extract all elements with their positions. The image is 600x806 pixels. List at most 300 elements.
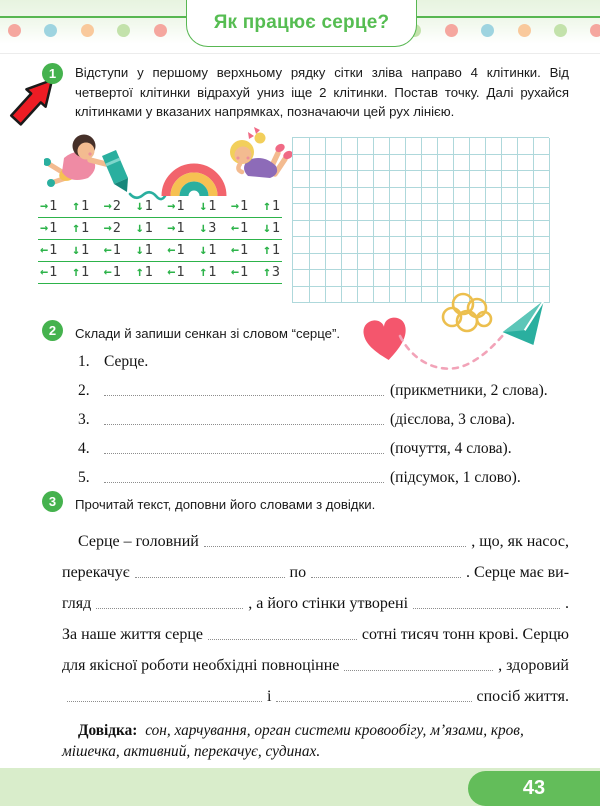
grid-cell [341,221,358,238]
grid-cell [533,171,550,188]
direction-arrow-icon: ← [103,242,112,258]
direction-arrow-icon: ↓ [199,220,208,236]
move-count: 1 [80,198,90,214]
move-count: 1 [112,264,121,280]
direction-arrow-icon: ↑ [71,198,80,214]
move-count: 3 [271,264,280,280]
grid-cell [309,204,326,221]
grid-cell [437,270,454,287]
move-count: 1 [208,264,217,280]
direction-arrow-icon: → [103,220,112,236]
direction-arrow-icon: ↑ [71,264,80,280]
move-token [231,265,248,280]
grid-cell [533,237,550,254]
write-in-blank [67,701,262,702]
move-count: 1 [144,242,153,258]
grid-cell [533,204,550,221]
grid-cell [325,270,342,287]
direction-arrow-icon: ↓ [135,220,144,236]
paragraph-line [62,647,569,678]
grid-cell [501,270,518,287]
grid-cell [341,188,358,205]
grid-cell [309,287,326,304]
direction-arrow-icon: ↓ [199,198,208,214]
task2-instruction: Склади й запиши сенкан зі словом “серце”. [75,326,341,341]
grid-cell [485,138,502,155]
move-rows [38,199,282,287]
move-token [167,221,184,236]
move-token [199,199,216,214]
grid-cell [357,171,374,188]
grid-cell [341,270,358,287]
grid-cell [533,254,550,271]
write-in-blank [276,701,471,702]
move-token [263,265,280,280]
move-count: 1 [208,242,217,258]
move-count: 1 [176,198,185,214]
grid-cell [293,254,310,271]
grid-cell [325,254,342,271]
senkan-item-number: 3. [78,411,90,428]
grid-cell [293,204,310,221]
decorative-dot [44,24,57,37]
direction-arrow-icon: ↑ [262,242,271,258]
direction-arrow-icon: ← [230,264,240,280]
grid-cell [341,155,358,172]
grid-cell [389,287,406,304]
move-token [167,265,184,280]
grid-cell [485,221,502,238]
decorative-dot [590,24,600,37]
move-row [38,243,282,262]
grid-cell [517,171,534,188]
grid-cell [437,171,454,188]
grid-cell [309,270,326,287]
write-in-blank [204,546,466,547]
grid-cell [325,287,342,304]
grid-cell [373,188,390,205]
grid-cell [325,237,342,254]
grid-cell [469,254,486,271]
grid-cell [533,188,550,205]
grid-cell [325,204,342,221]
move-token [231,243,248,258]
paragraph-text: За наше життя серце [62,626,204,643]
paper-plane-icon [498,300,554,352]
grid-cell [485,270,502,287]
grid-cell [501,221,518,238]
move-token [135,265,152,280]
task3-number-badge: 3 [42,491,63,512]
grid-cell [389,221,406,238]
move-count: 1 [240,264,249,280]
decorative-dot [554,24,567,37]
direction-arrow-icon: ↓ [262,220,271,236]
move-token [40,243,57,258]
grid-cell [389,188,406,205]
paragraph-text: спосіб життя. [476,688,570,705]
grid-cell [373,138,390,155]
grid-cell [421,204,438,221]
move-token [263,199,280,214]
move-token [199,265,216,280]
senkan-item-number: 2. [78,382,90,399]
grid-cell [309,155,326,172]
move-row [38,265,282,284]
grid-cell [485,204,502,221]
illustrations [44,126,292,204]
grid-cell [293,155,310,172]
grid-cell [293,188,310,205]
paragraph-text: сотні тисяч тонн крові. Серцю [361,626,569,643]
grid-cell [357,254,374,271]
move-token [104,199,121,214]
direction-arrow-icon: ← [167,242,176,258]
grid-cell [501,171,518,188]
grid-cell [469,237,486,254]
move-token [104,221,121,236]
grid-cell [485,237,502,254]
senkan-item-hint: (прикметники, 2 слова). [390,382,548,399]
grid-cell [309,254,326,271]
grid-cell [389,138,406,155]
scribble-icon [436,291,498,337]
grid-cell [437,221,454,238]
write-in-line [104,453,384,454]
senkan-item [78,375,568,404]
move-token [199,221,216,236]
grid-cell [453,155,470,172]
move-count: 1 [112,242,121,258]
grid-cell [405,171,422,188]
page-header [0,0,600,44]
move-count: 1 [49,198,58,214]
write-in-line [104,395,384,396]
decorative-dot [518,24,531,37]
senkan-item-hint: (почуття, 4 слова). [390,440,512,457]
grid-cell [421,270,438,287]
paragraph-line [62,523,569,554]
move-count: 2 [112,220,121,236]
paragraph-text: , здоровий [498,657,569,674]
move-count: 1 [240,242,249,258]
paragraph-line [62,585,569,616]
write-in-blank [96,608,243,609]
grid-cell [437,155,454,172]
grid-cell [533,270,550,287]
paragraph-text: гляд [62,595,92,612]
grid-cell [421,138,438,155]
grid-cell [533,155,550,172]
grid-cell [421,155,438,172]
grid-cell [453,138,470,155]
senkan-item-text: Серце. [104,353,149,370]
direction-arrow-icon: ← [103,264,112,280]
grid-cell [453,171,470,188]
page-title: Як працює серце? [213,12,390,33]
grid-cell [501,155,518,172]
write-in-line [104,424,384,425]
paragraph-text: , що, як насос, [471,533,569,550]
move-token [167,199,184,214]
task2-number-badge: 2 [42,320,63,341]
paragraph-text: , а його стінки утворені [248,595,409,612]
grid-cell [357,237,374,254]
grid-cell [517,155,534,172]
direction-arrow-icon: ← [40,264,49,280]
grid-cell [293,171,310,188]
senkan-list [78,346,568,491]
grid-cell [341,254,358,271]
grid-cell [373,155,390,172]
grid-cell [421,188,438,205]
grid-cell [405,221,422,238]
move-count: 1 [80,242,90,258]
write-in-blank [135,577,285,578]
senkan-item-number: 1. [78,353,90,370]
grid-cell [341,138,358,155]
direction-arrow-icon: ← [167,264,176,280]
direction-arrow-icon: ↓ [71,242,80,258]
direction-arrow-icon: ↑ [71,220,80,236]
reference-text: сон, харчування, орган системи кровообігу, м’язами, кров, мішечка, активний, перекачує, судинах. [62,722,524,760]
grid-cell [293,221,310,238]
grid-cell [421,254,438,271]
grid-cell [373,171,390,188]
grid-cell [437,204,454,221]
move-token [231,221,248,236]
grid-cell [405,254,422,271]
paragraph-line [62,678,569,709]
move-token [135,243,152,258]
grid-cell [421,237,438,254]
paragraph-text: . [565,595,570,612]
move-token [199,243,216,258]
decorative-dot [481,24,494,37]
move-token [72,265,89,280]
grid-cell [517,204,534,221]
grid-cell [373,237,390,254]
move-token [104,265,121,280]
grid-cell [517,254,534,271]
grid-cell [357,221,374,238]
move-count: 1 [271,242,280,258]
grid-cell [389,171,406,188]
drawing-grid [292,137,549,303]
move-token [167,243,184,258]
senkan-item-hint: (дієслова, 3 слова). [390,411,516,428]
grid-cell [501,188,518,205]
grid-cell [453,254,470,271]
grid-cell [453,188,470,205]
rainbow-illustration [166,168,222,196]
grid-cell [357,270,374,287]
move-token [72,221,89,236]
grid-cell [437,188,454,205]
direction-arrow-icon: ← [230,220,240,236]
grid-cell [325,155,342,172]
decorative-dot [8,24,21,37]
grid-cell [389,254,406,271]
move-count: 1 [49,220,58,236]
grid-cell [453,237,470,254]
direction-arrow-icon: ↑ [199,264,208,280]
grid-cell [517,237,534,254]
decorative-dot [445,24,458,37]
grid-cell [485,254,502,271]
paragraph-text: і [267,688,272,705]
move-count: 1 [176,242,185,258]
grid-cell [453,270,470,287]
direction-arrow-icon: → [103,198,112,214]
grid-cell [309,221,326,238]
grid-cell [293,138,310,155]
grid-cell [421,171,438,188]
move-count: 1 [80,264,90,280]
reference-note [62,720,570,762]
grid-cell [309,138,326,155]
move-count: 1 [144,220,153,236]
move-token [104,243,121,258]
senkan-item [78,462,568,491]
grid-cell [453,204,470,221]
grid-cell [501,204,518,221]
grid-cell [501,237,518,254]
direction-arrow-icon: ↑ [135,264,144,280]
paragraph-line [62,554,569,585]
direction-arrow-icon: → [230,198,240,214]
direction-arrow-icon: ← [230,242,240,258]
grid-cell [421,221,438,238]
grid-cell [373,204,390,221]
grid-cell [293,270,310,287]
move-count: 1 [240,198,249,214]
direction-arrow-icon: ↓ [135,242,144,258]
write-in-blank [311,577,461,578]
direction-arrow-icon: → [40,198,49,214]
grid-cell [453,221,470,238]
fill-in-paragraph [62,523,569,709]
paragraph-text: Серце – головний [78,533,199,550]
move-count: 1 [80,220,90,236]
task1-instruction: Відступи у першому верхньому рядку сітки зліва направо 4 клітинки. Від четвертої клітинки відрахуй униз іще 2 клітинки. Постав точку. Далі рухайся клітинками у вказаних напрямках, позначаючи цей рух лінією. [75,65,569,119]
move-count: 1 [176,220,185,236]
grid-cell [325,188,342,205]
paragraph-line [62,616,569,647]
grid-cell [405,138,422,155]
grid-cell [389,270,406,287]
grid-cell [469,270,486,287]
move-token [40,199,57,214]
move-count: 1 [144,198,153,214]
direction-arrow-icon: ↑ [262,264,271,280]
direction-arrow-icon: → [167,198,176,214]
senkan-item [78,433,568,462]
grid-cell [517,221,534,238]
grid-cell [405,237,422,254]
decorative-dot [154,24,167,37]
grid-cell [325,138,342,155]
direction-arrow-icon: ↓ [199,242,208,258]
grid-cell [469,171,486,188]
direction-arrow-icon: ↓ [135,198,144,214]
move-token [72,243,89,258]
grid-cell [357,155,374,172]
grid-cell [469,221,486,238]
direction-arrow-icon: → [167,220,176,236]
grid-cell [293,287,310,304]
grid-cell [341,237,358,254]
paragraph-text: для якісної роботи необхідні повноцінне [62,657,340,674]
grid-cell [325,221,342,238]
direction-arrow-icon: ↑ [262,198,271,214]
move-count: 1 [144,264,153,280]
girl-illustration [230,127,292,178]
grid-cell [501,138,518,155]
paragraph-text: по [289,564,307,581]
move-token [263,243,280,258]
grid-cell [389,204,406,221]
grid-cell [437,254,454,271]
grid-cell [309,171,326,188]
grid-cell [389,237,406,254]
grid-cell [405,270,422,287]
header-divider [0,53,600,54]
grid-cell [293,237,310,254]
page-number-badge: 43 [468,771,600,806]
grid-cell [469,155,486,172]
grid-cell [357,138,374,155]
move-count: 3 [208,220,217,236]
move-token [135,199,152,214]
direction-arrow-icon: → [40,220,49,236]
task1-number-badge: 1 [42,63,63,84]
write-in-line [104,482,384,483]
grid-cell [405,204,422,221]
senkan-item-number: 4. [78,440,90,457]
grid-cell [437,237,454,254]
paragraph-text: . Серце має ви- [465,564,570,581]
move-token [231,199,248,214]
move-row [38,221,282,240]
grid-cell [405,188,422,205]
grid-cell [373,270,390,287]
move-count: 1 [271,198,280,214]
grid-cell [389,155,406,172]
task3-instruction: Прочитай текст, доповни його словами з довідки. [75,497,376,512]
grid-cell [469,138,486,155]
paragraph-text: перекачує [62,564,130,581]
senkan-item [78,346,568,375]
move-count: 1 [49,264,58,280]
grid-cell [485,188,502,205]
grid-cell [309,237,326,254]
move-token [135,221,152,236]
grid-cell [469,204,486,221]
grid-cell [341,171,358,188]
grid-cell [357,188,374,205]
move-count: 2 [112,198,121,214]
child-drawing-illustration [44,135,166,200]
move-token [72,199,89,214]
grid-cell [373,287,390,304]
grid-cell [485,171,502,188]
write-in-blank [413,608,560,609]
grid-cell [517,270,534,287]
grid-cell [501,254,518,271]
write-in-blank [344,670,493,671]
senkan-item-hint: (підсумок, 1 слово). [390,469,521,486]
